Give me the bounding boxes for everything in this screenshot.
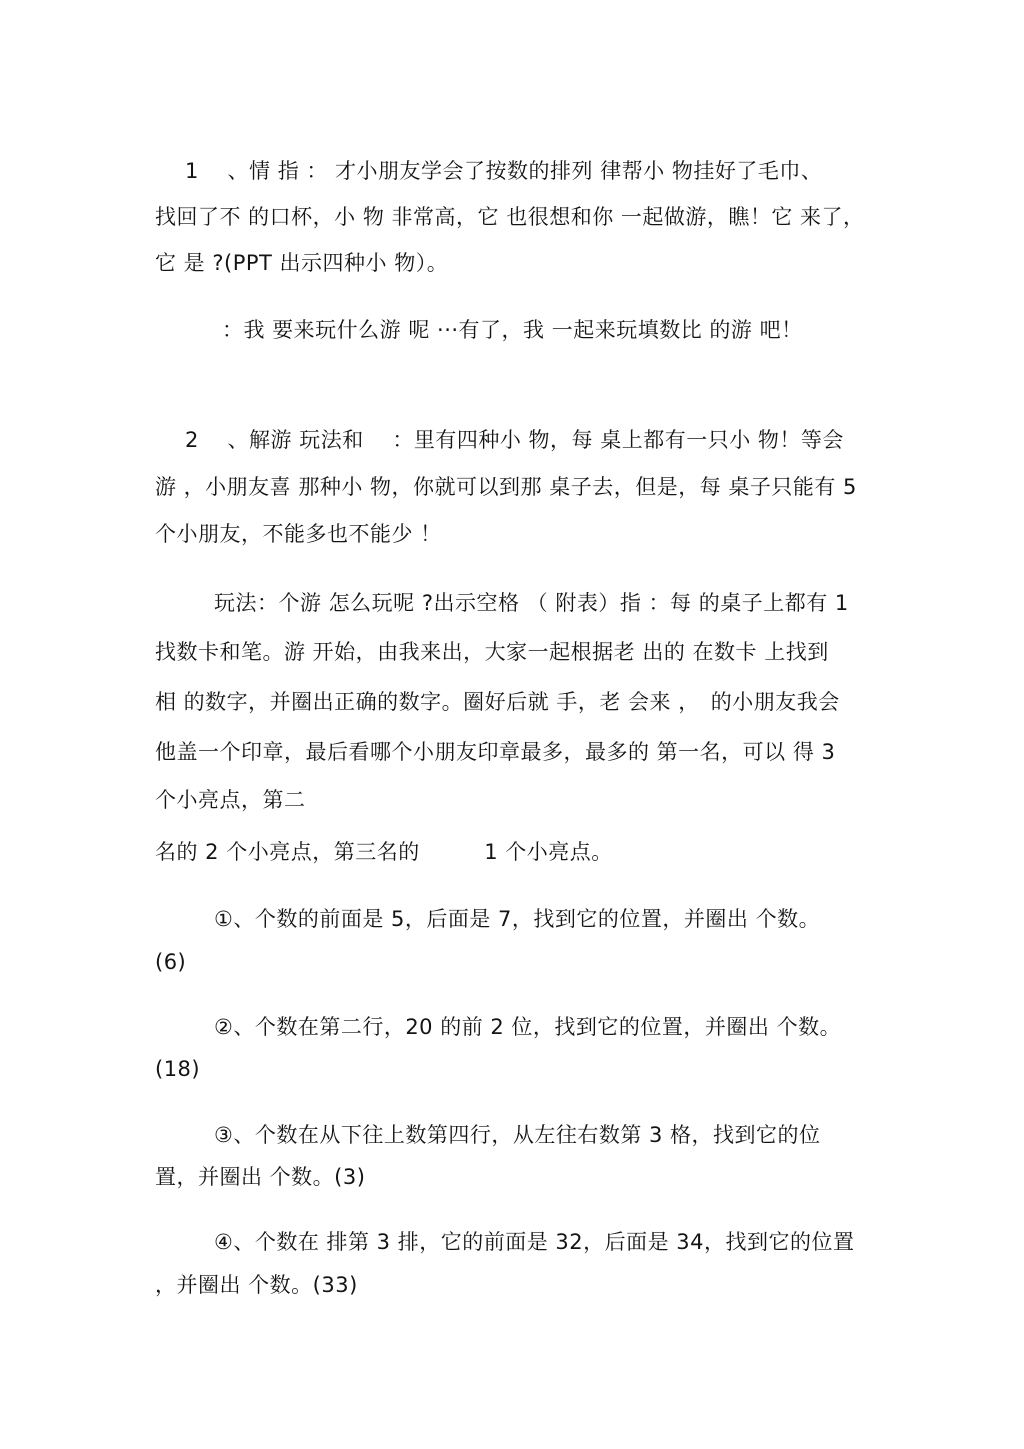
- paragraph-4-line-4: 他盖一个印章，最后看哪个小朋友印章最多，最多的 第一名，可以 得 3: [155, 740, 836, 764]
- question-2-line-1: ②、个数在第二行，20 的前 2 位，找到它的位置，并圈出 个数。: [214, 1015, 842, 1039]
- question-1-line-1: ①、个数的前面是 5，后面是 7，找到它的位置，并圈出 个数。: [214, 907, 821, 931]
- paragraph-1-line-3: 它 是 ?(PPT 出示四种小 物）。: [155, 251, 449, 275]
- paragraph-4-line-6: 名的 2 个小亮点，第三名的 1 个小亮点。: [155, 840, 613, 864]
- paragraph-4-line-3: 相 的数字，并圈出正确的数字。圈好后就 手，老 会来 ， 的小朋友我会: [155, 690, 840, 714]
- question-4-line-2: ，并圈出 个数。(33): [155, 1273, 358, 1297]
- paragraph-4-line-5: 个小亮点，第二: [155, 788, 306, 812]
- paragraph-4-line-1: 玩法：个游 怎么玩呢 ?出示空格 （ 附表）指 ：每 的桌子上都有 1: [214, 591, 849, 615]
- question-1-answer: (6): [155, 950, 187, 974]
- question-4-line-1: ④、个数在 排第 3 排，它的前面是 32，后面是 34，找到它的位置: [214, 1230, 855, 1254]
- paragraph-3-line-3: 个小朋友，不能多也不能少 ！: [155, 522, 442, 546]
- paragraph-1-line-1: 1 、情 指 ： 才小朋友学会了按数的排列 律帮小 物挂好了毛巾、: [185, 159, 823, 183]
- paragraph-2-line-1: ：我 要来玩什么游 呢 ···有了，我 一起来玩填数比 的游 吧！: [222, 318, 803, 342]
- paragraph-3-line-2: 游 ，小朋友喜 那种小 物，你就可以到那 桌子去，但是，每 桌子只能有 5: [155, 475, 857, 499]
- question-2-answer: (18): [155, 1057, 201, 1081]
- paragraph-1-line-2: 找回了不 的口杯，小 物 非常高，它 也很想和你 一起做游，瞧！它 来了，: [155, 205, 865, 229]
- question-3-line-1: ③、个数在从下往上数第四行，从左往右数第 3 格，找到它的位: [214, 1123, 821, 1147]
- paragraph-4-line-2: 找数卡和笔。游 开始，由我来出，大家一起根据老 出的 在数卡 上找到: [155, 640, 829, 664]
- paragraph-3-line-1: 2 、解游 玩法和 ：里有四种小 物，每 桌上都有一只小 物！等会: [185, 428, 844, 452]
- question-3-line-2: 置，并圈出 个数。(3): [155, 1165, 366, 1189]
